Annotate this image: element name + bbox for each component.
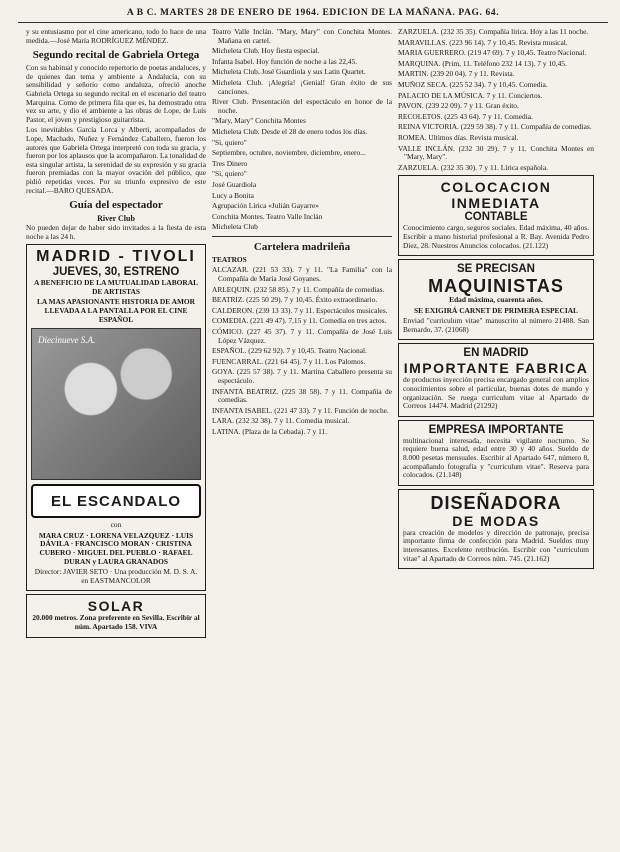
ad-solar: [26, 594, 206, 637]
listing-entry: Septiembre, octubre, noviembre, diciembre, enero...: [212, 148, 366, 158]
theatre-entry: REINA VICTORIA. (229 59 38). 7 y 11. Compañía de comedias.: [398, 122, 592, 132]
listing-entry: Tres Dinero: [212, 158, 248, 168]
guia-subtitle: River Club: [97, 214, 135, 224]
column-middle: [212, 28, 392, 844]
theatre-entry: MARTIN. (239 20 04). 7 y 11. Revista.: [398, 69, 515, 79]
ad-fabrica-text: de productos inyección precisa encargado general con amplios conocimientos sobre el particular, buenas dotes de mando y organización. Se ruega curriculum vitae al Apartado de Correos 14474. Madrid (21292): [403, 375, 589, 411]
theatre-entry: CÓMICO. (227 45 37). 7 y 11. Compañía de José Luis López Vázquez.: [212, 327, 392, 345]
film-logo: EL ESCANDALO: [31, 484, 201, 518]
listing-entry: Micheleta Club. Desde el 28 de enero todos los días.: [212, 126, 368, 136]
ad-maquinistas-text-2: SE EXIGIRÁ CARNET DE PRIMERA ESPECIAL: [414, 305, 578, 315]
ad-tivoli-date: JUEVES, 30, ESTRENO: [52, 266, 180, 279]
theatre-entry: VALLE INCLÁN. (232 30 29). 7 y 11. Conchita Montes en "Mary, Mary".: [398, 143, 594, 162]
ad-fabrica: [398, 343, 594, 416]
ad-tivoli: [26, 244, 206, 591]
theatre-entry: INFANTA BEATRIZ. (225 38 58). 7 y 11. Compañía de comedias.: [212, 386, 392, 405]
ad-tivoli-con: con: [110, 520, 122, 530]
theatre-entry: ESPAÑOL. (229 62 92). 7 y 10,45. Teatro Nacional.: [212, 346, 367, 356]
ad-tivoli-tagline: LA MAS APASIONANTE HISTORIA DE AMOR LLEVADA A LA PANTALLA POR EL CINE ESPAÑOL: [36, 297, 196, 324]
ad-disenadora-text: para creación de modelos y dirección de patronaje, precisa importante firma de confección para Madrid. Sueldos muy interesantes. Excelente retribución. Escribir con "curriculum vitae" al Apartado de Correos núm. 745. (21.162): [403, 527, 589, 563]
listing-entry: Lucy a Bonita: [212, 190, 254, 200]
theatre-entry: ZARZUELA. (232 35 30). 7 y 11. Lírica española.: [398, 162, 548, 172]
guia-text: No pueden dejar de haber sido invitados a la fiesta de esta noche a las 24 h.: [26, 223, 206, 241]
theatre-entry: ALCAZAR. (221 53 33). 7 y 11. "La Familia" con la Compañía de María José Goyanes.: [212, 265, 392, 284]
listing-entry: Micheleta Club: [212, 222, 258, 232]
guia-list: [212, 28, 392, 232]
teatros-list: [212, 266, 392, 436]
article-intro: y su entusiasmo por el cine americano, todo lo hace de una medida.—José María RODRÍGUEZ MÉNDEZ.: [26, 28, 206, 45]
recital-title: Segundo recital de Gabriela Ortega: [32, 49, 200, 62]
theatre-entry: RECOLETOS. (225 43 64). 7 y 11. Comedia.: [398, 111, 533, 121]
ad-empresa-title: EMPRESA IMPORTANTE: [428, 423, 564, 436]
ad-tivoli-director: Director: JAVIER SETO · Una producción M. D. S. A. en EASTMANCOLOR: [34, 567, 198, 585]
teatros-list-continued: [398, 28, 594, 172]
listing-entry: "Si, quiero": [212, 169, 247, 179]
listing-entry: Agrupación Lírica «Julián Gayarre»: [212, 201, 319, 211]
theatre-entry: ROMEA. Ultimos días. Revista musical.: [398, 132, 519, 142]
ad-maquinistas-text-1: Edad máxima, cuarenta años.: [449, 295, 543, 305]
theatre-entry: ZARZUELA. (232 35 35). Compañía lírica. Hoy a las 11 noche.: [398, 28, 589, 36]
theatre-entry: INFANTA ISABEL. (221 47 33). 7 y 11. Función de noche.: [212, 405, 389, 415]
listing-entry: Infanta Isabel. Hoy función de noche a las 22,45.: [212, 56, 358, 66]
theatre-entry: FUENCARRAL. (221 64 45). 7 y 11. Los Palomos.: [212, 356, 366, 366]
ad-maquinistas-title: SE PRECISAN: [457, 263, 535, 276]
listing-entry: José Guardiola: [212, 179, 257, 189]
ad-contable-title: COLOCACION INMEDIATA: [440, 179, 552, 212]
theatre-entry: MARAVILLAS. (223 96 14). 7 y 10,45. Revista musical.: [398, 37, 568, 47]
recital-paragraph-1: Con su habitual y conocido repertorio de poetas andaluces, y de quienes dan tema y ambiente a Andalucía, con su sensibilidad y señorío como andaluza, ofreció anoche Gabriela Ortega su segundo recital en el escenario del teatro Marquina. Como de primera fila que es, ha demostrado otra vez su arte, y dio el ambiente a las obras de Lope, de Luis Pastor, el joven y prestigioso guitarrista.: [26, 63, 206, 124]
listing-entry: "Mary, Mary" Conchita Montes: [212, 116, 306, 126]
theatre-entry: PAVON. (239 22 09). 7 y 11. Gran éxito.: [398, 101, 519, 111]
theatre-entry: PALACIO DE LA MÚSICA. 7 y 11. Conciertos.: [398, 90, 543, 100]
ad-disenadora-title: DISEÑADORA: [430, 492, 562, 513]
page-header: A B C. MARTES 28 DE ENERO DE 1964. EDICION DE LA MAÑANA. PAG. 64.: [18, 8, 608, 23]
theatre-entry: COMEDIA. (221 49 47). 7,15 y 11. Comedia en tres actos.: [212, 316, 387, 326]
theatre-entry: BEATRIZ. (225 50 29). 7 y 10,45. Éxito extraordinario.: [212, 295, 378, 305]
teatros-label: TEATROS: [212, 254, 247, 264]
film-still-image: [31, 328, 201, 480]
ad-solar-text: 20.000 metros. Zona preferente en Sevilla. Escribir al núm. Apartado 158. VIVA: [32, 613, 200, 631]
ad-tivoli-cast: MARA CRUZ · LORENA VELAZQUEZ · LUIS DÁVILA · FRANCISCO MORAN · CRISTINA CUBERO · MIGUEL DEL PUEBLO · RAFAEL DURAN y LAURA GRANADOS: [38, 530, 194, 566]
ad-solar-title: SOLAR: [87, 598, 145, 615]
theatre-entry: GOYA. (225 57 38). 7 y 11. Martina Caballero presenta su espectáculo.: [212, 367, 392, 385]
listing-entry: Teatro Valle Inclán. "Mary, Mary" con Conchita Montes. Mañana en cartel.: [212, 28, 392, 45]
theatre-entry: LATINA. (Plaza de la Cebada). 7 y 11.: [212, 426, 328, 436]
ad-maquinistas-sub: MAQUINISTAS: [428, 276, 564, 297]
cartelera-title: Cartelera madrileña: [253, 240, 351, 253]
listing-entry: Micheleta Club. ¡Alegría! ¡Genial! Gran éxito de sus canciones.: [212, 77, 392, 96]
ad-contable-text: Conocimiento cargo, seguros sociales. Edad máxima, 40 años. Escribir a mano historial profesional a R. Bay. Avenida Pedro Díez, 28. Nuestros Anuncios colocados. (21.122): [403, 223, 589, 250]
ad-disenadora: [398, 489, 594, 569]
ad-maquinistas: [398, 259, 594, 340]
theatre-entry: MARIA GUERRERO. (219 47 69). 7 y 10,45. Teatro Nacional.: [398, 48, 587, 58]
recital-paragraph-2: Los inevitables García Lorca y Alberti, acompañados de Lope, Machado, Nuñez y Fernández Caballero, fueron los autores que Gabriela Ortega interpretó con toda su gracia, y fueron por los aplausos que la acompañaron. La tonalidad de esta singular artista, la serenidad de su expresión y su gracia fueron premiadas con la mayor ovación del público, que pidió repetidas veces. Por su triunfo expresivo de este recital.—BARO QUESADA.: [26, 125, 206, 195]
theatre-entry: MARQUINA. (Prim, 11. Teléfono 232 14 13). 7 y 10,45.: [398, 58, 567, 68]
ad-contable: [398, 175, 594, 256]
theatre-entry: ARLEQUIN. (232 58 85). 7 y 11. Compañía de comedias.: [212, 284, 385, 294]
ad-fabrica-sub: IMPORTANTE FABRICA: [403, 360, 589, 377]
listing-entry: Conchita Montes. Teatro Valle Inclán: [212, 211, 323, 221]
film-signature: Diecinueve S.A.: [38, 335, 96, 346]
column-right: [398, 28, 594, 844]
ad-empresa-text: multinacional interesada, necesita vigilante nocturno. Se requiere buena salud, edad entre 30 y 40 años. Sueldo de 8.000 pesetas mensuales. Escribir al Apartado 647, número 8, acompañando fotografía y "curriculum vitae". Reserva para colocados. (21.148): [403, 435, 589, 480]
ad-fabrica-title: EN MADRID: [463, 347, 529, 360]
column-left: [26, 28, 206, 844]
ad-tivoli-title: MADRID - TIVOLI: [36, 248, 196, 266]
ad-contable-sub: CONTABLE: [464, 211, 528, 224]
guia-title: Guía del espectador: [69, 199, 163, 212]
listing-entry: River Club. Presentación del espectáculo en honor de la noche.: [212, 97, 392, 115]
divider: [212, 236, 392, 237]
ad-tivoli-benefit: A BENEFICIO DE LA MUTUALIDAD LABORAL DE ARTISTAS: [33, 278, 199, 296]
ad-disenadora-sub: DE MODAS: [452, 512, 540, 529]
theatre-entry: CALDERON. (239 13 33). 7 y 11. Espectáculos musicales.: [212, 305, 388, 315]
listing-entry: "Si, quiero": [212, 137, 247, 147]
ad-empresa: [398, 420, 594, 486]
listing-entry: Micheleta Club. José Guardiola y sus Latin Quartet.: [212, 67, 366, 77]
theatre-entry: LARA. (232 32 38). 7 y 11. Comedia musical.: [212, 416, 350, 426]
ad-maquinistas-text-3: Enviad "curriculum vitae" manuscrito al número 21488. San Bernardo, 37. (21068): [403, 316, 589, 334]
theatre-entry: MUÑOZ SECA. (225 52 34). 7 y 10,45. Comedia.: [398, 79, 548, 89]
listing-entry: Micheleta Club. Hoy fiesta especial.: [212, 46, 320, 56]
